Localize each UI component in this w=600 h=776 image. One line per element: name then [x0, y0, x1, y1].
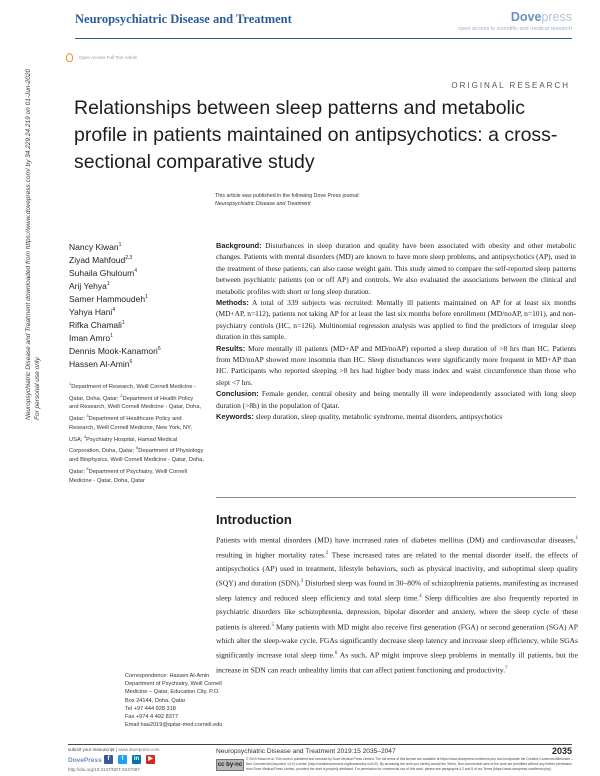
- author-affiliation-ref: 4: [112, 307, 116, 314]
- publication-note-line1: This article was published in the following Dove Press journal:: [215, 193, 360, 199]
- facebook-icon[interactable]: f: [104, 755, 113, 764]
- dovepress-footer-logo[interactable]: DovePress: [68, 757, 102, 764]
- author-affiliation-ref: 6: [129, 359, 133, 366]
- citation-ref[interactable]: 6: [334, 650, 338, 656]
- author-affiliation-ref: 1: [118, 242, 122, 248]
- affiliation-number: 5: [136, 445, 139, 451]
- author[interactable]: [69, 344, 161, 357]
- introduction-text: Sleep difficulties are also frequently reported in psychiatric disorders like schizophrenia, depression, bipolar disorder and anxiety, where the sleep cycle of these patients is altered.: [216, 593, 578, 632]
- author[interactable]: [69, 292, 161, 305]
- affiliations: [69, 380, 204, 485]
- doi-link[interactable]: http://doi.org/10.2147/NDT.S247387: [68, 767, 140, 772]
- introduction-text: resulting in higher mortality rates.: [216, 550, 326, 560]
- author-affiliation-ref: 1: [145, 294, 148, 301]
- publication-note-journal[interactable]: Neuropsychiatric Disease and Treatment: [215, 201, 311, 207]
- affiliation-line: Department: [138, 448, 168, 455]
- affiliation-line: Corporation, Doha, Qatar;: [69, 448, 135, 455]
- author-name: Samer Hammoudeh: [69, 293, 146, 304]
- abstract-conclusion-label: Conclusion:: [216, 389, 259, 399]
- affiliation-line: Psychiatry Hospital, Hamad Medical: [86, 436, 178, 443]
- correspondence-line: Medicine – Qatar, Education City, P.O.: [125, 689, 220, 696]
- license-text: © 2019 Kiwan et al. This work is published and licensed by Dove Medical Press Limited. The full terms of this license are available at https://www.dovepress.com/terms.php and incorporate the Creative Commons Attribution – Non Commercial (unported, v3.0) License (http://creativecommons.org/licenses/by-nc/3.0/). By accessing the work you hereby accept the Terms. Non-commercial uses of the work are permitted without any further permission from Dove Medical Press Limited, provided the work is properly attributed. For permission for commercial use of this work, please see paragraphs 4.2 and 5 of our Terms (https://www.dovepress.com/terms.php).: [246, 757, 573, 771]
- affiliation-number: 1: [69, 381, 72, 386]
- author[interactable]: [69, 253, 161, 266]
- author[interactable]: [69, 331, 161, 344]
- author-name: Iman Amro: [69, 333, 111, 344]
- author-name: Arij Yehya: [69, 280, 107, 291]
- article-title: Relationships between sleep patterns and metabolic profile in patients maintained on antipsychotics: a cross-sectional comparative study: [74, 97, 558, 173]
- author-affiliation-ref: 1: [110, 333, 113, 340]
- author-affiliation-ref: 5: [157, 346, 161, 353]
- abstract-results: More mentally ill patients (MD+AP and MD/noAP) reported a sleep duration of >8 hrs than HC. Patients from MD/noAP showed more insomnia than HC. Sleep disturbances were significantly more frequent in MD+AP than HC. Participants who reported sleeping >8 hrs had higher body mass index and waist circumference than those who slept <7 hrs.: [216, 343, 576, 387]
- correspondence-line: Correspondence: Hassen Al-Amin: [125, 673, 210, 679]
- correspondence-line: Fax +974 4 492 8377: [125, 714, 179, 721]
- correspondence-line: Box 24144, Doha, Qatar: [125, 697, 186, 704]
- affiliation-line: of Physiology and Biophysics, Weill: [69, 448, 204, 464]
- twitter-icon[interactable]: t: [118, 755, 127, 764]
- submit-manuscript-link[interactable]: submit your manuscript | www.dovepress.com: [68, 747, 160, 752]
- affiliation-number: 6: [86, 465, 89, 471]
- citation-ref[interactable]: 3: [300, 579, 304, 585]
- author-name: Hassen Al-Amin: [69, 359, 130, 370]
- citation-ref[interactable]: 1: [575, 536, 578, 541]
- abstract-background-label: Background:: [216, 241, 262, 250]
- author-name: Ziyad Mahfoud: [69, 254, 126, 265]
- download-note-line2: For personal use only.: [34, 356, 41, 420]
- social-links: [104, 755, 155, 764]
- author[interactable]: [69, 305, 161, 318]
- author-list: [69, 240, 161, 370]
- introduction-text: Disturbed sleep was found in 30–80% of schizophrenia patients, manifesting as increased sleep latency and reduced sleep efficiency and total sleep time.: [216, 578, 578, 603]
- correspondence-line: Department of Psychiatry, Weill Cornell: [125, 681, 222, 688]
- keywords: sleep duration, sleep quality, metabolic syndrome, mental disorders, antipsychotics: [255, 412, 503, 422]
- abstract: [216, 240, 576, 423]
- open-access-label: Open Access Full Text Article: [79, 55, 137, 60]
- journal-citation: Neuropsychiatric Disease and Treatment 2019:15 2035–2047: [216, 748, 396, 755]
- author[interactable]: [69, 240, 161, 253]
- correspondence: [125, 672, 245, 729]
- affiliation-line: Policy and Research, Weill Cornell: [69, 416, 182, 431]
- footer-rule: [68, 744, 572, 745]
- linkedin-icon[interactable]: in: [133, 756, 140, 762]
- abstract-methods-label: Methods:: [216, 298, 249, 308]
- affiliation-line: Medicine - Qatar, Doha, Qatar;: [69, 383, 197, 402]
- open-access-badge: [66, 53, 137, 62]
- author-name: Suhaila Ghuloum: [69, 267, 135, 278]
- author-affiliation-ref: 2,3: [125, 255, 133, 262]
- author-name: Dennis Mook-Kanamori: [69, 346, 158, 357]
- download-sidebar-note: [24, 69, 42, 420]
- article-type: ORIGINAL RESEARCH: [451, 81, 570, 90]
- citation-ref[interactable]: 2: [325, 550, 329, 556]
- dove-logo-main: Dove: [510, 10, 542, 24]
- introduction-text: These increased rates are related to the mental disorder itself, the effects of antipsychotics (AP) used in treatment, lifestyle behaviors, such as physical inactivity, and suboptimal sleep quality (SQY) and duration (SDN).: [216, 550, 579, 588]
- correspondence-email[interactable]: Email haa2019@qatar-med.cornell.edu: [125, 722, 223, 729]
- introduction-text: Patients with mental disorders (MD) have increased rates of diabetes mellitus (DM) and cardiovascular diseases,: [216, 535, 576, 545]
- abstract-background: Disturbances in sleep duration and quality have been associated with obesity and other metabolic changes. Patients with mental disorders (MD) are known to have more sleep problems, and antipsychotics (AP), used in the treatment of these patients, can also cause weight gain. This study aimed to compare the self-reported sleep patterns between psychiatric patients (on or off AP) and controls. We also evaluated the associations between the clinical and metabolic profiles with short or long sleep duration.: [216, 241, 576, 296]
- citation-ref[interactable]: 7: [505, 665, 508, 671]
- author-name: Rifka Chamali: [69, 320, 122, 331]
- keywords-label: Keywords:: [216, 412, 254, 422]
- author[interactable]: [69, 318, 161, 331]
- open-access-lock-icon: [66, 53, 73, 62]
- affiliation-number: 4: [83, 433, 87, 439]
- affiliation-line: Cornell Medicine - Qatar, Doha, Qatar;: [69, 457, 204, 475]
- download-note-line1: Neuropsychiatric Disease and Treatment downloaded from https://www.dovepress.com/ by 34.229.24.219 on 01-Jun-2020: [25, 68, 32, 420]
- journal-name[interactable]: Neuropsychiatric Disease and Treatment: [75, 12, 292, 26]
- publication-note: [215, 192, 360, 208]
- citation-ref[interactable]: 5: [271, 622, 274, 628]
- introduction-heading: Introduction: [216, 512, 292, 527]
- affiliation-number: 3: [86, 413, 89, 419]
- affiliation: [69, 465, 188, 484]
- abstract-conclusion: Female gender, central obesity and being mentally ill were independently associated with long sleep duration (>8h) in the population of Qatar.: [216, 389, 576, 410]
- affiliation-line: Department of Healthcare: [88, 416, 154, 423]
- introduction-text: As such, AP might improve sleep problems in mentally ill patients, but the increase in SDN can reach unhealthy limits that can affect patient functioning and productivity.: [216, 650, 578, 675]
- affiliation-line: Department of Psychiatry, Weill Cornell: [88, 468, 188, 475]
- introduction-body: [216, 532, 578, 677]
- correspondence-line: Tel +97 444 928 318: [125, 705, 176, 712]
- dovepress-logo[interactable]: [511, 10, 572, 24]
- introduction-text: Many patients with MD might also receive first generation (FGA) or second generation (SGA) AP which alter the sleep-wake cycle. FGAs significantly decrease sleep latency and increase sleep efficiency, while SGAs significantly increase total sleep time.: [216, 622, 578, 660]
- youtube-icon[interactable]: ▶: [146, 755, 155, 764]
- author-name: Yahya Hani: [69, 306, 113, 317]
- affiliation-line: Medicine - Qatar, Doha, Qatar: [69, 477, 145, 484]
- affiliation-line: Medicine, New York, NY, USA;: [69, 424, 192, 443]
- affiliation-line: Doha, Qatar;: [69, 404, 202, 423]
- abstract-rule: [216, 497, 576, 498]
- submit-url[interactable]: www.dovepress.com: [118, 747, 160, 752]
- author[interactable]: [69, 279, 161, 292]
- header-rule: [75, 38, 572, 39]
- author-affiliation-ref: 1: [121, 320, 125, 327]
- affiliation-line: Department of Health Policy and: [69, 395, 194, 411]
- submit-label: submit your manuscript: [68, 747, 115, 752]
- affiliation-line: Department of Research, Weill Cornell: [71, 383, 169, 390]
- cc-license-badge[interactable]: cc by-nc: [216, 759, 244, 771]
- abstract-results-label: Results:: [216, 343, 246, 353]
- author[interactable]: [69, 266, 161, 279]
- author-affiliation-ref: 4: [134, 268, 137, 275]
- affiliation-number: 2: [120, 392, 123, 398]
- abstract-methods: A total of 339 subjects was recruited: Mentally ill patients maintained on AP for at least six months (MD+AP, n=112), patients not taking AP for at least the last six months before enrollment (MD/noAP, n=101), and non-psychiatry controls (HC, n=126). Multinomial regression analysis was applied to find the predictors of irregular sleep duration in this sample.: [216, 298, 576, 342]
- author-affiliation-ref: 1: [106, 281, 110, 288]
- publisher-tagline: open access to scientific and medical research: [458, 26, 572, 32]
- dove-logo-suffix: press: [541, 10, 572, 24]
- affiliation-line: Research, Weill Cornell Medicine - Qatar,: [80, 404, 185, 411]
- author-name: Nancy Kiwan: [69, 241, 119, 252]
- page-number: 2035: [551, 746, 572, 756]
- author[interactable]: [69, 357, 161, 370]
- citation-ref[interactable]: 4: [419, 594, 422, 600]
